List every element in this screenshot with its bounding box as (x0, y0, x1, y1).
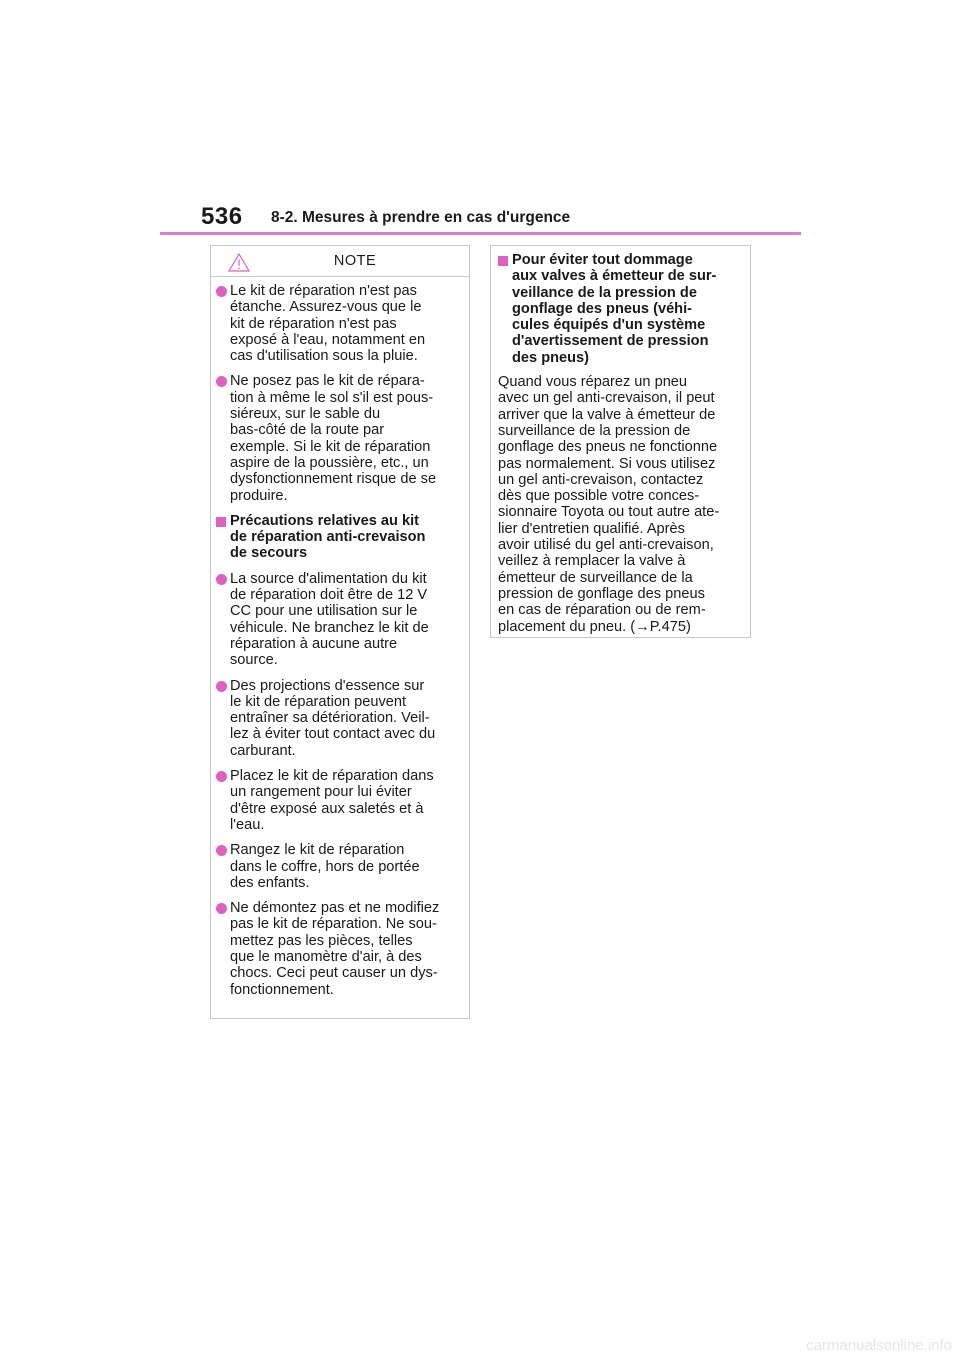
note-item-text: Ne posez pas le kit de répara- tion à même le sol s'il est pous- siéreux, sur le sable du bas-côté de la route par exemple. Si le kit de réparation aspire de la poussière, etc., un dysfonctionnement risque de se produire. (230, 373, 437, 504)
note-item (216, 900, 463, 998)
note-item-text: Rangez le kit de réparation dans le coffre, hors de portée des enfants. (230, 842, 420, 891)
bullet-square-icon (498, 256, 508, 266)
bullet-square-icon (216, 517, 226, 527)
note-item (216, 283, 463, 364)
bullet-dot-icon (216, 681, 227, 692)
tpms-note-box (490, 245, 751, 638)
note-content (211, 283, 469, 998)
note-item-text: La source d'alimentation du kit de réparation doit être de 12 V CC pour une utilisation sur le véhicule. Ne branchez le kit de réparation à aucune autre source. (230, 570, 429, 669)
note-item (216, 842, 463, 891)
bullet-dot-icon (216, 903, 227, 914)
page-number: 536 (201, 203, 243, 230)
note-title: NOTE (333, 253, 377, 269)
tpms-paragraph: Quand vous réparez un pneu avec un gel anti-crevaison, il peut arriver que la valve à émetteur de surveillance de la pression de gonflage des pneus ne fonctionne pas normalement. Si vous utilisez un gel anti-crevaison, contactez dès que possible votre conces- sionnaire Toyota ou tout autre ate- lier d'entretien qualifié. Après avoir utilisé du gel anti-crevaison, veillez à remplacer la valve à émetteur de surveillance de la pression de gonflage des pneus en cas de réparation ou de rem- placement du pneu. (→P.475) (498, 374, 720, 635)
note-item (216, 678, 463, 759)
tpms-heading-text: Pour éviter tout dommage aux valves à émetteur de sur- veillance de la pression de gonflage des pneus (véhi- cules équipés d'un système d'avertissement de pression des pneus) (512, 252, 717, 366)
bullet-dot-icon (216, 376, 227, 387)
note-item-text: Ne démontez pas et ne modifiez pas le kit de réparation. Ne sou- mettez pas les pièces, telles que le manomètre d'air, à des chocs. Ceci peut causer un dys- fonctionnement. (230, 900, 440, 998)
bullet-dot-icon (216, 286, 227, 297)
site-watermark: carmanualsonline.info (806, 1337, 952, 1354)
note-item (216, 571, 463, 669)
header-rule (160, 232, 801, 235)
tpms-heading (498, 252, 744, 366)
note-subheading-text: Précautions relatives au kit de réparation anti-crevaison de secours (230, 512, 426, 562)
note-box (210, 245, 470, 1019)
note-item-text: Des projections d'essence sur le kit de réparation peuvent entraîner sa détérioration. Veil- lez à éviter tout contact avec du carburant. (230, 677, 436, 759)
note-item-text: Placez le kit de réparation dans un rangement pour lui éviter d'être exposé aux saletés et à l'eau. (230, 768, 434, 833)
note-item (216, 768, 463, 833)
note-subheading (216, 513, 463, 562)
tpms-content (491, 252, 750, 635)
note-header (211, 246, 469, 277)
bullet-dot-icon (216, 845, 227, 856)
note-item (216, 373, 463, 503)
section-title: 8-2. Mesures à prendre en cas d'urgence (271, 209, 571, 226)
bullet-dot-icon (216, 771, 227, 782)
note-item-text: Le kit de réparation n'est pas étanche. Assurez-vous que le kit de réparation n'est pas exposé à l'eau, notamment en cas d'utilisation sous la pluie. (230, 283, 426, 365)
bullet-dot-icon (216, 574, 227, 585)
warning-triangle-icon (228, 253, 250, 277)
